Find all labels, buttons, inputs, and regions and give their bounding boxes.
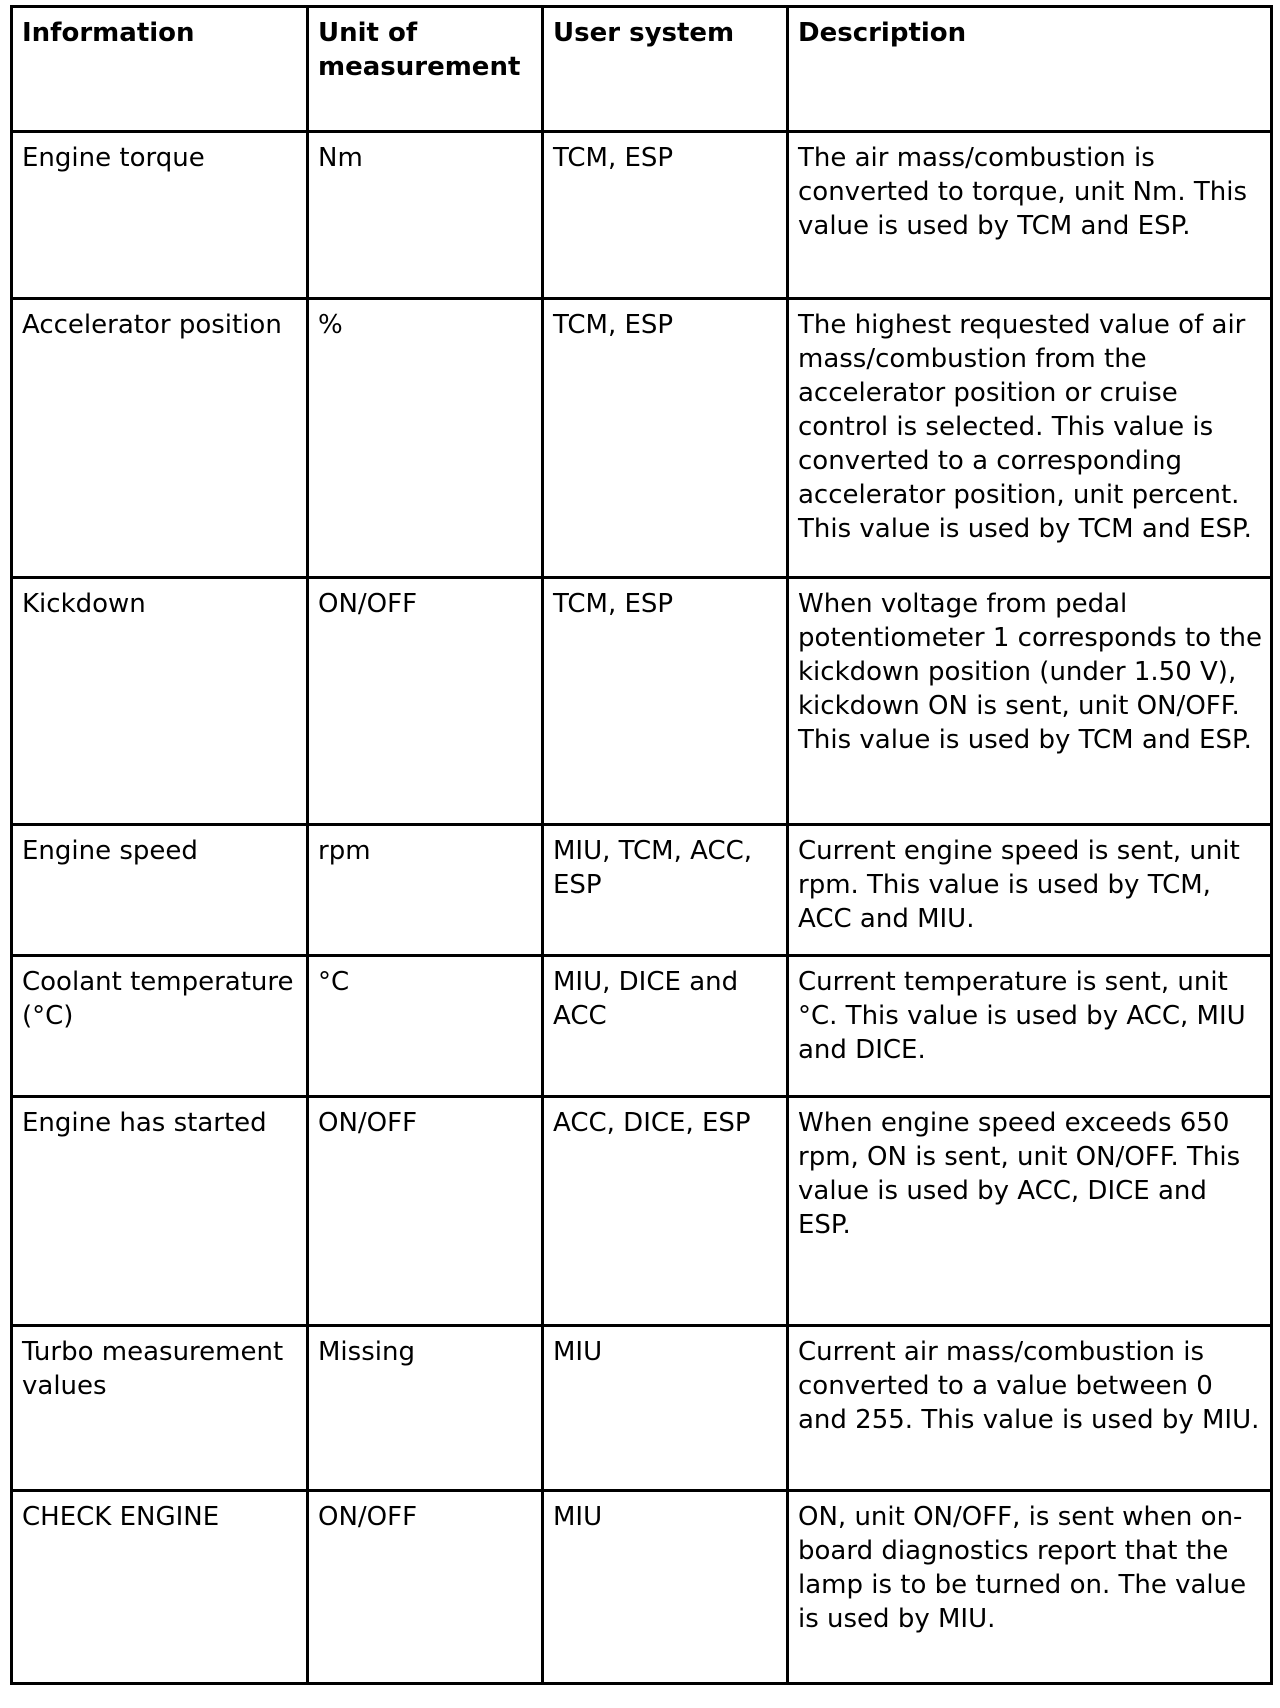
table-row — [12, 578, 1272, 825]
cell-user-system: MIU, TCM, ACC, ESP — [543, 825, 788, 956]
table-row — [12, 825, 1272, 956]
cell-unit: rpm — [308, 825, 543, 956]
cell-unit: ON/OFF — [308, 1097, 543, 1326]
cell-information: Coolant temperature (°C) — [12, 956, 308, 1097]
cell-unit: ON/OFF — [308, 578, 543, 825]
table-row — [12, 299, 1272, 578]
table-row — [12, 956, 1272, 1097]
cell-description: Current temperature is sent, unit °C. This value is used by ACC, MIU and DICE. — [788, 956, 1272, 1097]
cell-description: ON, unit ON/OFF, is sent when on-board diagnostics report that the lamp is to be turned on. The value is used by MIU. — [788, 1491, 1272, 1684]
table-row — [12, 1491, 1272, 1684]
cell-user-system: TCM, ESP — [543, 578, 788, 825]
cell-information: Kickdown — [12, 578, 308, 825]
table-row — [12, 1097, 1272, 1326]
cell-user-system: ACC, DICE, ESP — [543, 1097, 788, 1326]
cell-unit: Nm — [308, 132, 543, 299]
cell-unit: ON/OFF — [308, 1491, 543, 1684]
cell-information: CHECK ENGINE — [12, 1491, 308, 1684]
cell-information: Engine torque — [12, 132, 308, 299]
cell-user-system: MIU, DICE and ACC — [543, 956, 788, 1097]
cell-description: The highest requested value of air mass/combustion from the accelerator position or cruise control is selected. This value is converted to a corresponding accelerator position, unit percent. This value is used by TCM and ESP. — [788, 299, 1272, 578]
cell-description: The air mass/combustion is converted to torque, unit Nm. This value is used by TCM and ESP. — [788, 132, 1272, 299]
table-row — [12, 132, 1272, 299]
cell-user-system: TCM, ESP — [543, 132, 788, 299]
signal-table — [10, 5, 1273, 1685]
cell-unit: Missing — [308, 1326, 543, 1491]
header-user-system: User system — [543, 7, 788, 132]
cell-information: Engine speed — [12, 825, 308, 956]
header-information: Information — [12, 7, 308, 132]
table-row — [12, 1326, 1272, 1491]
header-row — [12, 7, 1272, 132]
cell-user-system: TCM, ESP — [543, 299, 788, 578]
cell-description: Current engine speed is sent, unit rpm. This value is used by TCM, ACC and MIU. — [788, 825, 1272, 956]
cell-description: When engine speed exceeds 650 rpm, ON is sent, unit ON/OFF. This value is used by ACC, DICE and ESP. — [788, 1097, 1272, 1326]
cell-information: Engine has started — [12, 1097, 308, 1326]
cell-unit: % — [308, 299, 543, 578]
header-unit: Unit of measurement — [308, 7, 543, 132]
cell-user-system: MIU — [543, 1326, 788, 1491]
cell-description: When voltage from pedal potentiometer 1 corresponds to the kickdown position (under 1.50 V), kickdown ON is sent, unit ON/OFF. This value is used by TCM and ESP. — [788, 578, 1272, 825]
header-description: Description — [788, 7, 1272, 132]
cell-unit: °C — [308, 956, 543, 1097]
cell-user-system: MIU — [543, 1491, 788, 1684]
cell-description: Current air mass/combustion is converted to a value between 0 and 255. This value is used by MIU. — [788, 1326, 1272, 1491]
cell-information: Accelerator position — [12, 299, 308, 578]
cell-information: Turbo measurement values — [12, 1326, 308, 1491]
